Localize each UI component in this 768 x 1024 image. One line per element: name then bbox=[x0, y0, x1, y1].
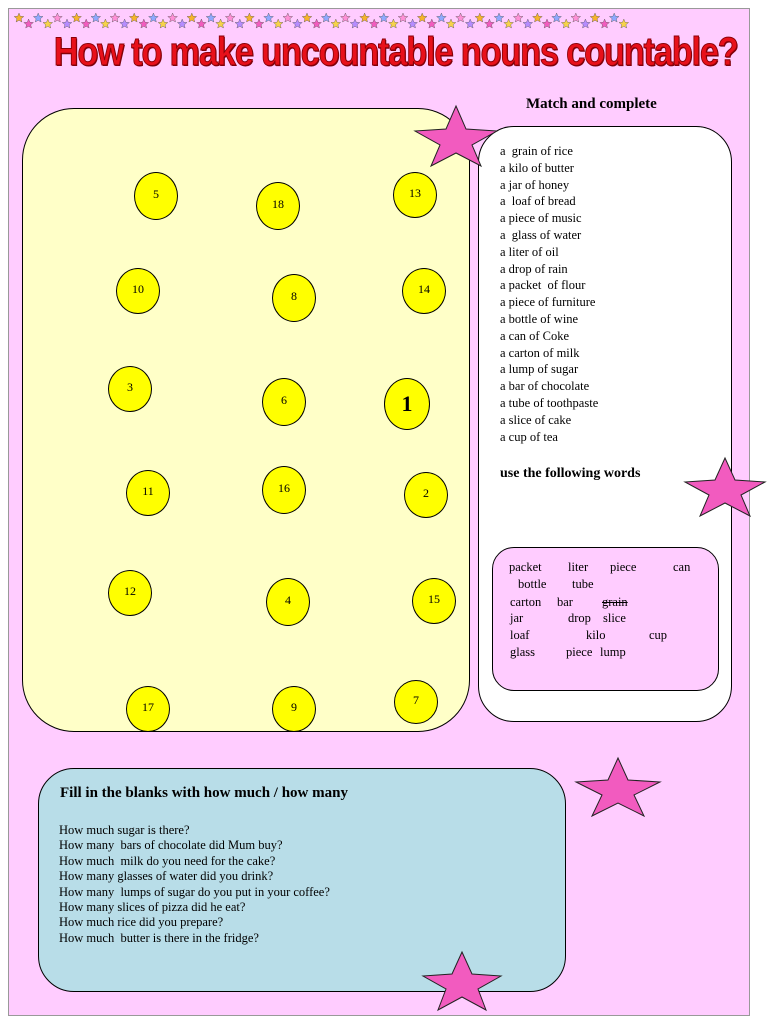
number-circle bbox=[412, 578, 456, 624]
border-star bbox=[168, 13, 178, 22]
star-shape bbox=[415, 106, 497, 166]
number-label: 15 bbox=[428, 592, 440, 606]
border-star bbox=[312, 19, 322, 28]
number-circle bbox=[272, 274, 316, 322]
border-star bbox=[158, 19, 168, 28]
border-star bbox=[389, 19, 399, 28]
number-label: 14 bbox=[418, 282, 430, 296]
number-circle bbox=[108, 570, 152, 616]
border-star bbox=[494, 13, 504, 22]
border-star bbox=[465, 19, 475, 28]
phrase-item: a liter of oil bbox=[500, 244, 559, 259]
word-bank-item: kilo bbox=[586, 628, 606, 642]
number-circle bbox=[404, 472, 448, 518]
border-star bbox=[485, 19, 495, 28]
phrase-item: a kilo of butter bbox=[500, 160, 574, 175]
number-label: 10 bbox=[132, 282, 144, 296]
border-star bbox=[53, 13, 63, 22]
border-star bbox=[619, 19, 629, 28]
number-label: 2 bbox=[423, 486, 429, 500]
number-circle bbox=[256, 182, 300, 230]
word-bank-item: drop bbox=[568, 611, 591, 625]
phrase-item: a bottle of wine bbox=[500, 311, 579, 326]
question-item: How much butter is there in the fridge? bbox=[59, 930, 259, 945]
border-star bbox=[197, 19, 207, 28]
border-star bbox=[475, 13, 485, 22]
border-star bbox=[273, 19, 283, 28]
question-item: How much sugar is there? bbox=[59, 823, 190, 837]
number-circle bbox=[262, 378, 306, 426]
number-label: 9 bbox=[291, 700, 297, 714]
border-star bbox=[360, 13, 370, 22]
number-circle bbox=[108, 366, 152, 412]
border-star bbox=[609, 13, 619, 22]
number-label: 1 bbox=[401, 391, 413, 416]
border-star bbox=[341, 13, 351, 22]
word-bank-item: grain bbox=[602, 595, 628, 609]
border-star bbox=[542, 19, 552, 28]
number-label: 16 bbox=[278, 481, 290, 495]
phrase-item: a piece of music bbox=[500, 211, 582, 226]
word-bank-item: glass bbox=[510, 645, 535, 659]
number-label: 7 bbox=[413, 693, 419, 707]
border-star bbox=[91, 13, 101, 22]
number-label: 12 bbox=[124, 584, 136, 598]
number-label: 5 bbox=[153, 187, 159, 201]
border-star bbox=[264, 13, 274, 22]
border-star bbox=[437, 13, 447, 22]
question-list bbox=[59, 823, 330, 946]
border-star bbox=[81, 19, 91, 28]
border-star bbox=[187, 13, 197, 22]
number-circle bbox=[134, 172, 178, 220]
question-item: How many lumps of sugar do you put in your coffee? bbox=[59, 884, 330, 899]
border-star bbox=[590, 13, 600, 22]
star-icon bbox=[411, 104, 501, 168]
number-circle bbox=[126, 686, 170, 732]
word-bank-item: cup bbox=[649, 628, 668, 642]
border-star bbox=[561, 19, 571, 28]
border-star bbox=[523, 19, 533, 28]
border-star bbox=[379, 13, 389, 22]
phrase-item: a loaf of bread bbox=[500, 194, 576, 209]
number-label: 13 bbox=[409, 186, 421, 200]
phrase-item: a bar of chocolate bbox=[500, 379, 590, 394]
question-item: How much rice did you prepare? bbox=[59, 915, 224, 930]
border-star bbox=[581, 19, 591, 28]
number-label: 4 bbox=[285, 593, 291, 607]
number-circle bbox=[384, 378, 430, 430]
border-star bbox=[177, 19, 187, 28]
question-item: How much milk do you need for the cake? bbox=[59, 853, 276, 868]
border-star bbox=[504, 19, 514, 28]
phrase-item: a tube of toothpaste bbox=[500, 395, 599, 410]
word-bank-item: piece bbox=[566, 645, 593, 659]
phrase-item: a can of Coke bbox=[500, 328, 570, 343]
star-shape bbox=[576, 758, 660, 816]
border-star bbox=[216, 19, 226, 28]
border-star bbox=[456, 13, 466, 22]
word-bank-item: slice bbox=[603, 611, 626, 625]
question-item: How many slices of pizza did he eat? bbox=[59, 900, 246, 915]
border-star bbox=[427, 19, 437, 28]
number-circle bbox=[402, 268, 446, 314]
border-star bbox=[408, 19, 418, 28]
border-star bbox=[129, 13, 139, 22]
number-circle bbox=[116, 268, 160, 314]
border-star bbox=[62, 19, 72, 28]
border-star bbox=[24, 19, 34, 28]
phrase-list bbox=[500, 143, 598, 445]
border-star bbox=[513, 13, 523, 22]
match-heading: Match and complete bbox=[526, 96, 657, 112]
border-star bbox=[110, 13, 120, 22]
border-star bbox=[120, 19, 130, 28]
word-bank-item: tube bbox=[572, 577, 594, 591]
phrase-item: a grain of rice bbox=[500, 144, 573, 158]
border-star bbox=[600, 19, 610, 28]
border-star bbox=[446, 19, 456, 28]
border-star bbox=[254, 19, 264, 28]
number-label: 11 bbox=[142, 484, 154, 498]
border-star bbox=[139, 19, 149, 28]
fill-in-heading: Fill in the blanks with how much / how many bbox=[60, 785, 348, 801]
border-star bbox=[369, 19, 379, 28]
phrase-item: a jar of honey bbox=[500, 177, 570, 192]
number-circle bbox=[262, 466, 306, 514]
word-bank-item: carton bbox=[510, 595, 542, 609]
border-star bbox=[206, 13, 216, 22]
border-star bbox=[72, 13, 82, 22]
border-star bbox=[321, 13, 331, 22]
border-star bbox=[302, 13, 312, 22]
star-border-icon bbox=[14, 11, 634, 31]
border-star bbox=[235, 19, 245, 28]
number-label: 8 bbox=[291, 289, 297, 303]
border-star bbox=[225, 13, 235, 22]
star-icon bbox=[420, 950, 504, 1012]
number-label: 6 bbox=[281, 393, 287, 407]
page-title: How to make uncountable nouns countable? bbox=[53, 30, 738, 74]
phrase-item: a slice of cake bbox=[500, 412, 572, 427]
number-circle bbox=[393, 172, 437, 218]
number-circle bbox=[394, 680, 438, 724]
word-bank-item: piece bbox=[610, 560, 637, 574]
word-bank-item: loaf bbox=[510, 628, 530, 642]
word-bank-item: lump bbox=[600, 645, 626, 659]
border-star bbox=[43, 19, 53, 28]
star-icon bbox=[682, 456, 768, 518]
number-label: 3 bbox=[127, 380, 133, 394]
border-star bbox=[283, 13, 293, 22]
word-bank-item: bottle bbox=[518, 577, 547, 591]
star-shape bbox=[423, 952, 501, 1010]
phrase-item: a packet of flour bbox=[500, 278, 586, 293]
phrase-item: a carton of milk bbox=[500, 345, 580, 360]
number-label: 18 bbox=[272, 197, 284, 211]
star-shape bbox=[685, 458, 765, 516]
number-circle bbox=[126, 470, 170, 516]
border-star bbox=[331, 19, 341, 28]
word-bank-heading: use the following words bbox=[500, 466, 641, 481]
word-bank-item: liter bbox=[568, 560, 589, 574]
phrase-item: a lump of sugar bbox=[500, 362, 579, 377]
border-star bbox=[245, 13, 255, 22]
border-star bbox=[571, 13, 581, 22]
border-star bbox=[552, 13, 562, 22]
star-icon bbox=[572, 756, 664, 818]
number-label: 17 bbox=[142, 700, 154, 714]
word-bank-item: can bbox=[673, 560, 691, 574]
phrase-item: a drop of rain bbox=[500, 261, 568, 276]
word-bank-item: jar bbox=[510, 611, 524, 625]
border-star bbox=[350, 19, 360, 28]
question-item: How many bars of chocolate did Mum buy? bbox=[59, 838, 283, 853]
phrase-item: a cup of tea bbox=[500, 429, 558, 444]
phrase-item: a piece of furniture bbox=[500, 295, 596, 310]
phrase-item: a glass of water bbox=[500, 227, 582, 242]
border-star bbox=[149, 13, 159, 22]
number-circle bbox=[272, 686, 316, 732]
border-star bbox=[14, 13, 24, 22]
border-star bbox=[417, 13, 427, 22]
border-star bbox=[398, 13, 408, 22]
border-star bbox=[533, 13, 543, 22]
border-star bbox=[101, 19, 111, 28]
word-bank-item: packet bbox=[509, 560, 542, 574]
number-circle bbox=[266, 578, 310, 626]
border-star bbox=[293, 19, 303, 28]
question-item: How many glasses of water did you drink? bbox=[59, 869, 274, 884]
border-star bbox=[33, 13, 43, 22]
word-bank-item: bar bbox=[557, 595, 573, 609]
